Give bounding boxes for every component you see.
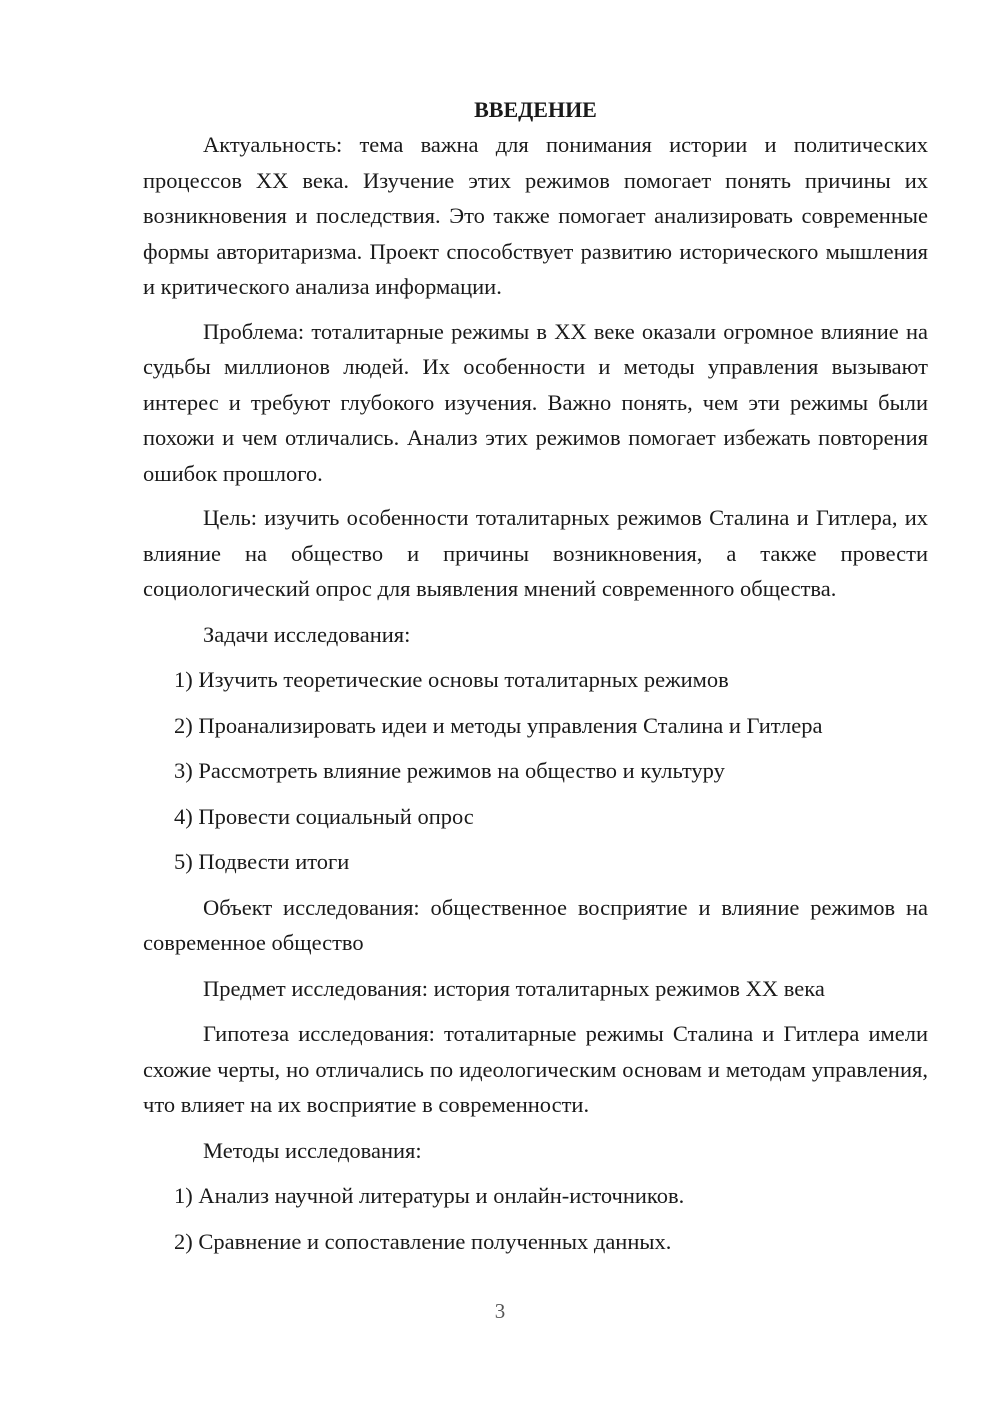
subject-paragraph: Предмет исследования: история тоталитарных режимов XX века xyxy=(203,975,825,1001)
problem-paragraph: Проблема: тоталитарные режимы в XX веке оказали огромное влияние на судьбы миллионов людей. Их особенности и методы управления вызывают интерес и требуют глубокого изучения. Важно понять, чем эти режимы были похожи и чем отличались. Анализ этих режимов помогает избежать повторения ошибок прошлого. xyxy=(143,318,928,486)
methods-heading: Методы исследования: xyxy=(203,1137,422,1163)
tasks-heading: Задачи исследования: xyxy=(203,621,411,647)
list-item: 5) Подвести итоги xyxy=(174,849,350,874)
list-item: 3) Рассмотреть влияние режимов на общество и культуру xyxy=(174,758,725,783)
hypothesis-paragraph: Гипотеза исследования: тоталитарные режимы Сталина и Гитлера имели схожие черты, но отличались по идеологическим основам и методам управления, что влияет на их восприятие в современности. xyxy=(143,1021,928,1117)
relevance-paragraph: Актуальность: тема важна для понимания истории и политических процессов XX века. Изучение этих режимов помогает понять причины их возникновения и последствия. Это также помогает анализировать современные формы авторитаризма. Проект способствует развитию исторического мышления и критического анализа информации. xyxy=(143,132,928,299)
list-item: 1) Изучить теоретические основы тоталитарных режимов xyxy=(174,667,729,692)
goal-paragraph: Цель: изучить особенности тоталитарных режимов Сталина и Гитлера, их влияние на общество и причины возникновения, а также провести социологический опрос для выявления мнений современного общества. xyxy=(143,505,928,601)
page-title: ВВЕДЕНИЕ xyxy=(474,97,597,122)
object-paragraph: Объект исследования: общественное восприятие и влияние режимов на современное общество xyxy=(143,894,928,955)
list-item: 1) Анализ научной литературы и онлайн-источников. xyxy=(174,1183,685,1208)
list-item: 2) Проанализировать идеи и методы управления Сталина и Гитлера xyxy=(174,712,823,738)
list-item: 2) Сравнение и сопоставление полученных данных. xyxy=(174,1228,672,1254)
list-item: 4) Провести социальный опрос xyxy=(174,803,474,829)
page-number: 3 xyxy=(494,1299,506,1323)
document-page xyxy=(143,92,928,1259)
